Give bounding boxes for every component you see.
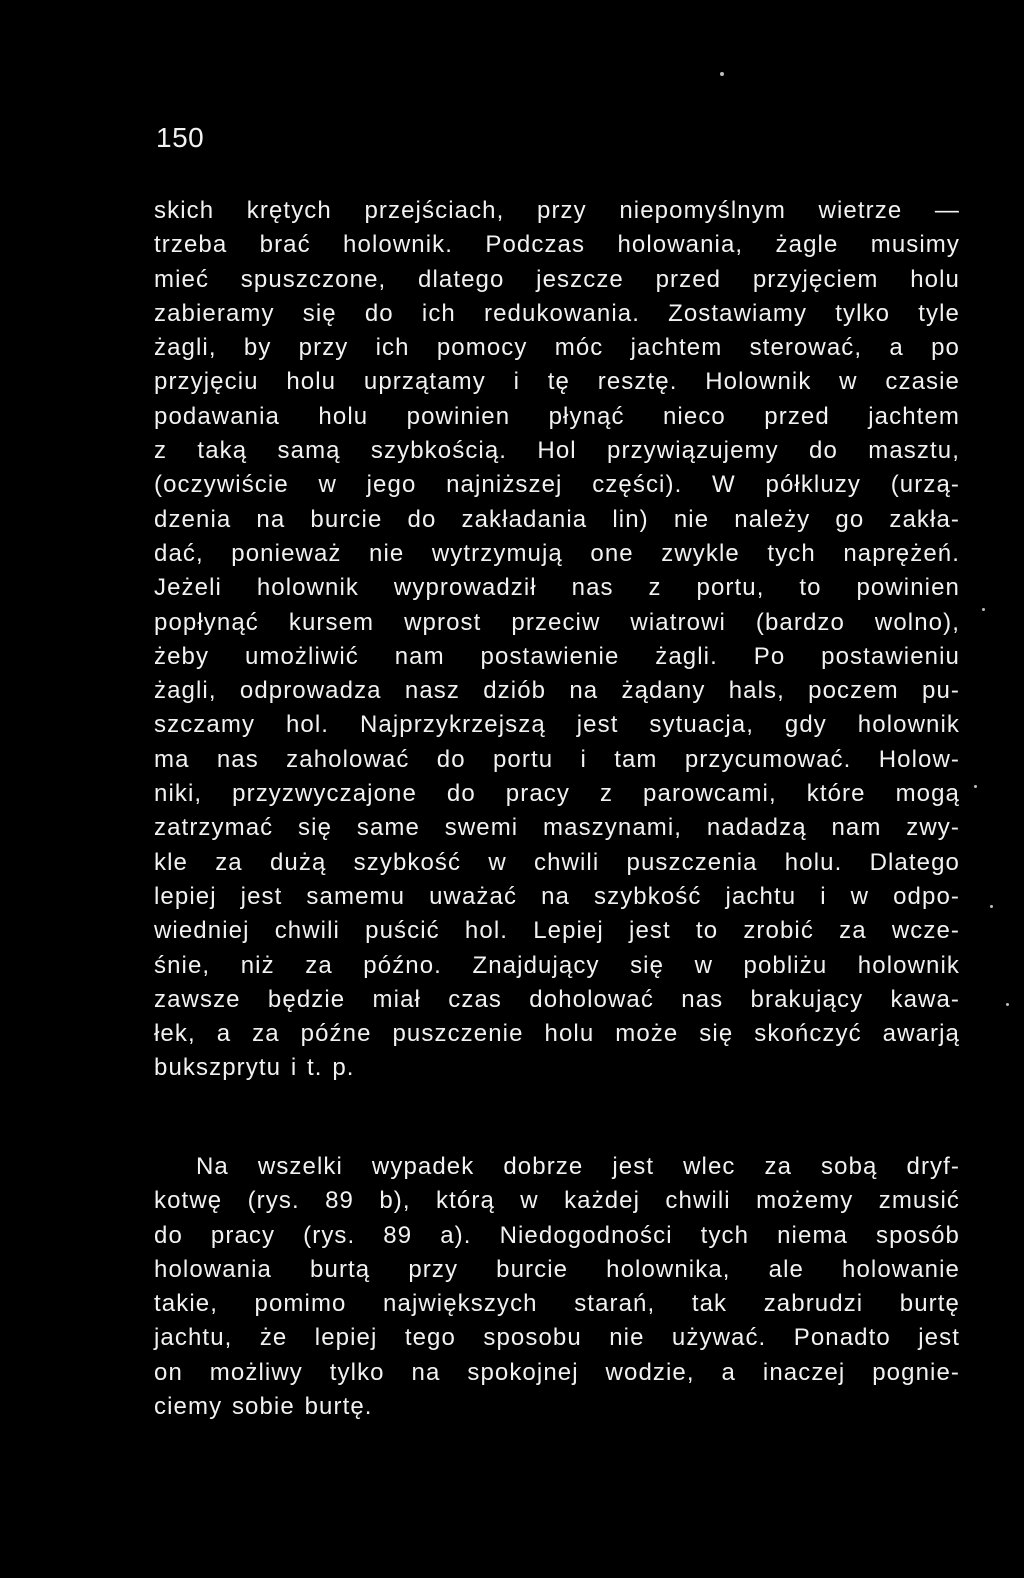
text-line: szczamy hol. Najprzykrzejszą jest sytuacja, gdy holownik — [154, 711, 960, 739]
paragraph-1 — [154, 194, 960, 1086]
text-line: zawsze będzie miał czas doholować nas brakujący kawa- — [154, 985, 960, 1013]
text-line: wiedniej chwili puścić hol. Lepiej jest to zrobić za wcze- — [154, 917, 960, 945]
text-line: skich krętych przejściach, przy niepomyślnym wietrze — — [154, 197, 960, 224]
text-line: jachtu, że lepiej tego sposobu nie używać. Ponadto jest — [154, 1324, 960, 1352]
text-line: żeby umożliwić nam postawienie żagli. Po postawieniu — [154, 642, 960, 670]
text-line: (oczywiście w jego najniższej części). W półkluzy (urzą- — [154, 471, 960, 499]
dust-speck — [982, 608, 985, 611]
text-line: takie, pomimo największych starań, tak zabrudzi burtę — [154, 1290, 960, 1318]
text-line: kotwę (rys. 89 b), którą w każdej chwili możemy zmusić — [154, 1187, 960, 1215]
text-line: niki, przyzwyczajone do pracy z parowcami, które mogą — [154, 780, 960, 808]
text-line: żagli, by przy ich pomocy móc jachtem sterować, a po — [154, 334, 960, 362]
dust-speck — [1006, 1003, 1009, 1006]
text-line: zabieramy się do ich redukowania. Zostawiamy tylko tyle — [154, 299, 960, 327]
paragraph-2 — [154, 1150, 960, 1424]
text-line: kle za dużą szybkość w chwili puszczenia holu. Dlatego — [154, 848, 960, 876]
text-line: on możliwy tylko na spokojnej wodzie, a inaczej pognie- — [154, 1358, 960, 1386]
text-line: przyjęciu holu uprzątamy i tę resztę. Holownik w czasie — [154, 368, 960, 396]
dust-speck — [974, 785, 977, 788]
page-number: 150 — [156, 122, 205, 153]
text-line: holowania burtą przy burcie holownika, ale holowanie — [154, 1255, 960, 1283]
text-line: z taką samą szybkością. Hol przywiązujemy do masztu, — [154, 437, 960, 465]
text-line: mieć spuszczone, dlatego jeszcze przed przyjęciem holu — [154, 265, 960, 293]
text-line: śnie, niż za późno. Znajdujący się w pobliżu holownik — [154, 951, 960, 979]
text-line: Na wszelki wypadek dobrze jest wlec za sobą dryf- — [196, 1153, 960, 1180]
text-line: bukszprytu i t. p. — [154, 1054, 355, 1082]
text-line: ma nas zaholować do portu i tam przycumować. Holow- — [154, 745, 960, 773]
text-line: popłynąć kursem wprost przeciw wiatrowi (bardzo wolno), — [154, 608, 960, 636]
text-line: zatrzymać się same swemi maszynami, nadadzą nam zwy- — [154, 814, 960, 842]
text-line: Jeżeli holownik wyprowadził nas z portu, to powinien — [154, 574, 960, 602]
text-line: lepiej jest samemu uważać na szybkość jachtu i w odpo- — [154, 882, 960, 910]
text-line: łek, a za późne puszczenie holu może się skończyć awarją — [154, 1020, 960, 1048]
text-line: ciemy sobie burtę. — [154, 1393, 373, 1421]
text-line: podawania holu powinien płynąć nieco przed jachtem — [154, 402, 960, 430]
dust-speck — [990, 905, 993, 908]
text-line: trzeba brać holownik. Podczas holowania, żagle musimy — [154, 231, 960, 259]
dust-speck — [720, 72, 724, 76]
text-line: dać, ponieważ nie wytrzymują one zwykle tych naprężeń. — [154, 539, 960, 567]
text-line: żagli, odprowadza nasz dziób na żądany hals, poczem pu- — [154, 677, 960, 705]
text-line: dzenia na burcie do zakładania lin) nie należy go zakła- — [154, 505, 960, 533]
text-line: do pracy (rys. 89 a). Niedogodności tych niema sposób — [154, 1221, 960, 1249]
